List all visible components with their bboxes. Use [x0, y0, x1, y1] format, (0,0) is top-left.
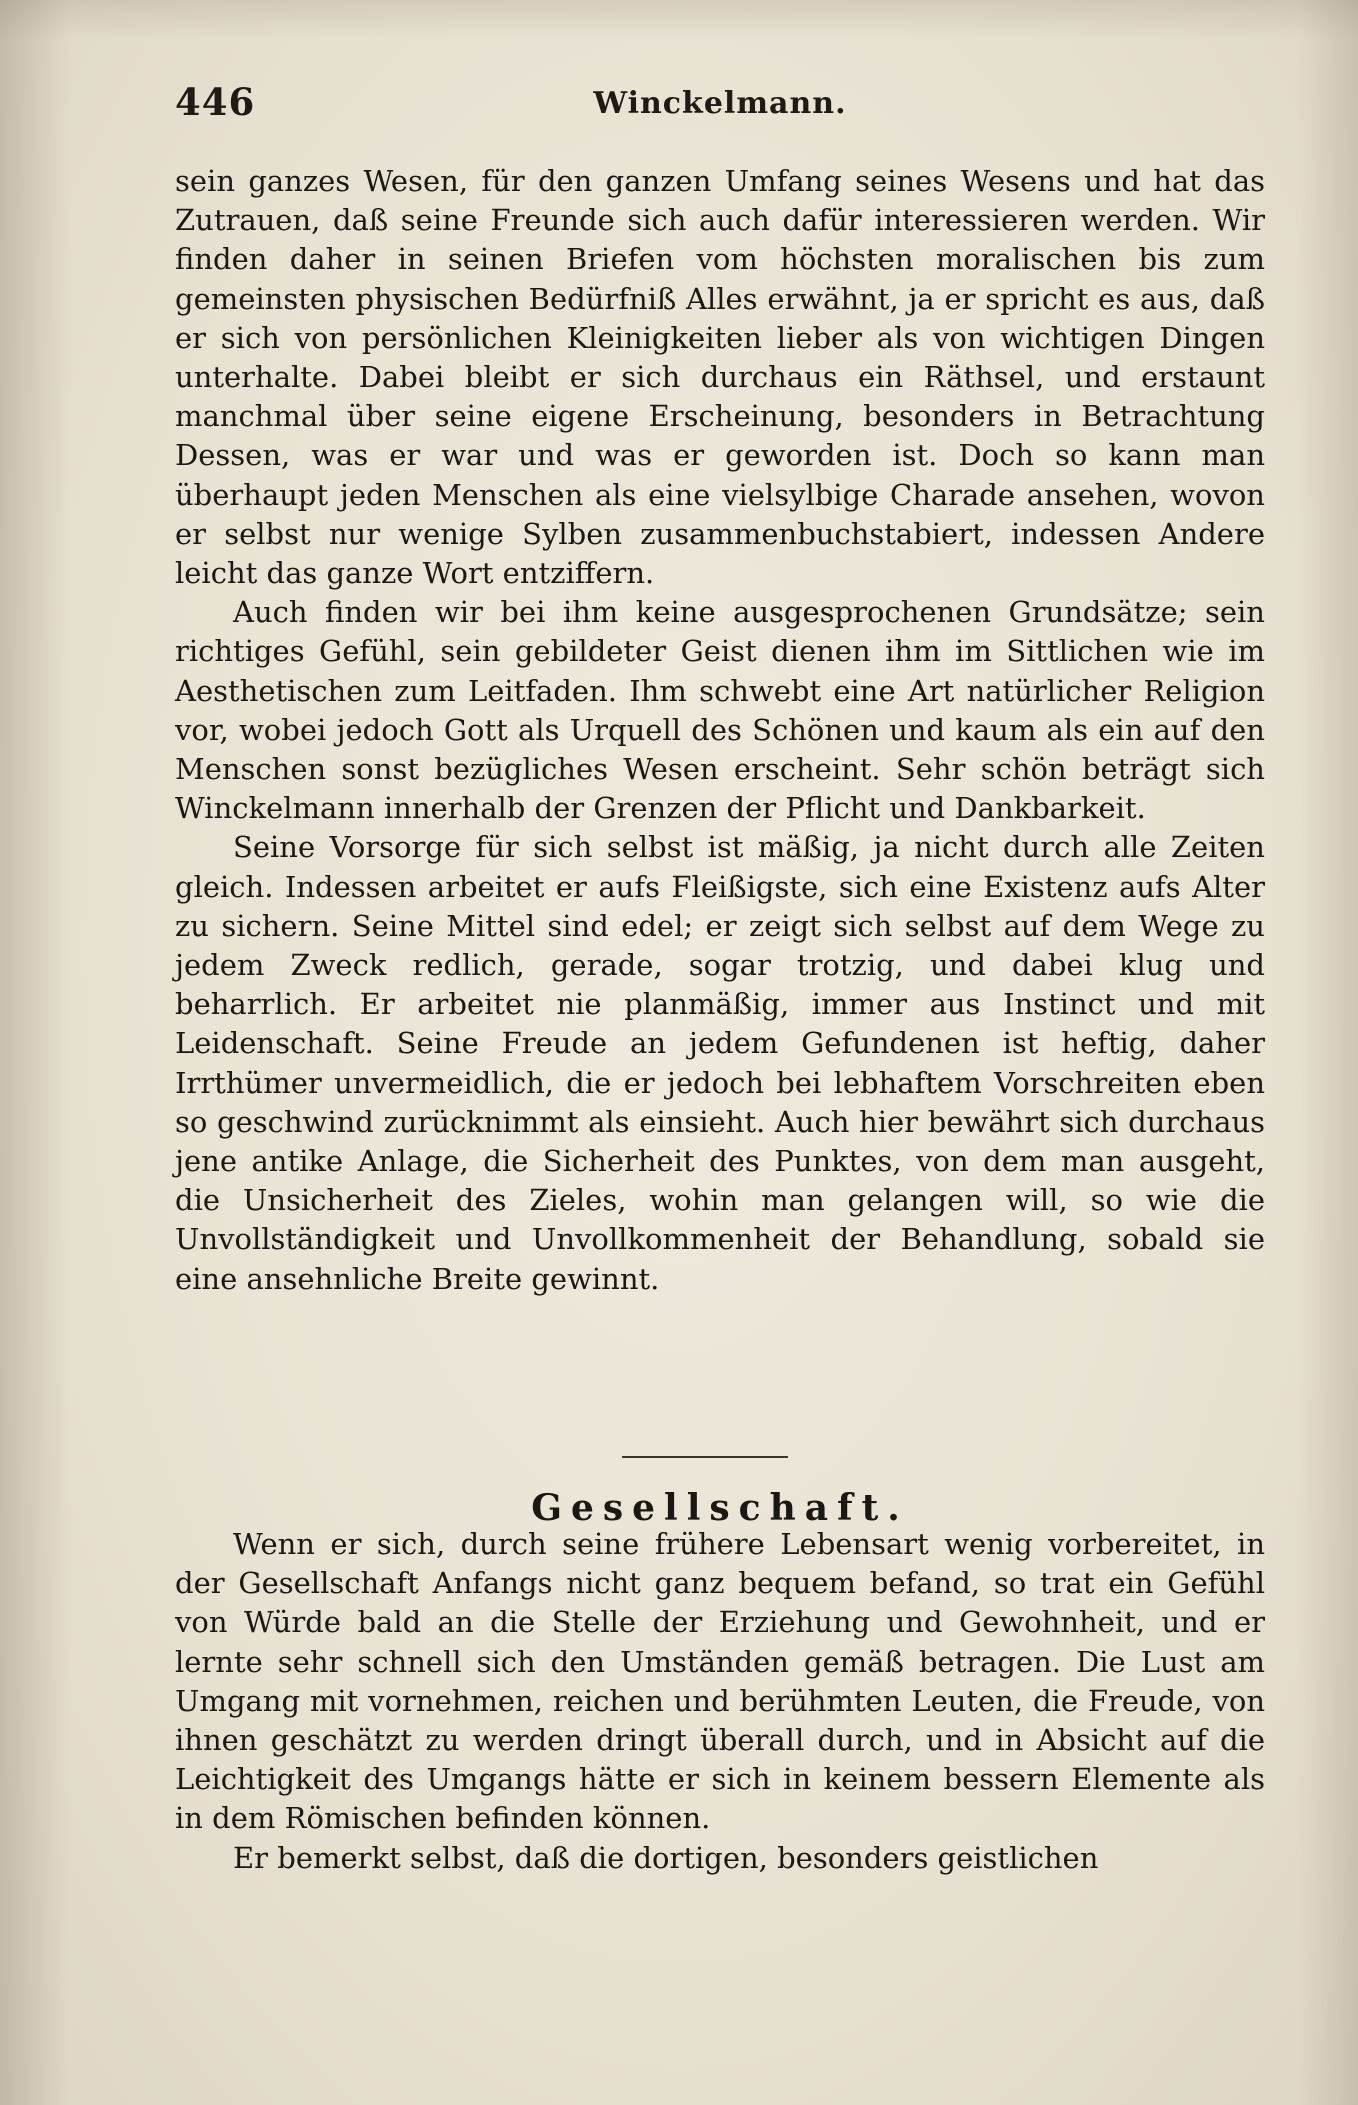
section-heading: Gesellschaft. [531, 1487, 909, 1529]
page-header [175, 80, 1265, 130]
paragraph: Er bemerkt selbst, daß die dortigen, besonders geistlichen [233, 1840, 1099, 1875]
section-text-block [175, 1525, 1265, 1878]
paragraph: sein ganzes Wesen, für den ganzen Umfang seines Wesens und hat das Zutrauen, daß seine Freunde sich auch dafür interessieren werden. Wir finden daher in seinen Briefen vom höchsten moralischen bis zum gemeinsten physischen Bedürfniß Alles erwähnt, ja er spricht es aus, daß er sich von persönlichen Kleinigkeiten lieber als von wichtigen Dingen unterhalte. Dabei bleibt er sich durchaus ein Räthsel, und erstaunt manchmal über seine eigene Erscheinung, besonders in Betrachtung Dessen, was er war und was er geworden ist. Doch so kann man überhaupt jeden Menschen als eine vielsylbige Charade ansehen, wovon er selbst nur wenige Sylben zusammenbuchstabiert, indessen Andere leicht das ganze Wort entziffern. [175, 164, 1265, 591]
page-shadow-top [0, 0, 1358, 40]
paragraph: Auch finden wir bei ihm keine ausgesprochenen Grundsätze; sein richtiges Gefühl, sein gebildeter Geist dienen ihm im Sittlichen wie im Aesthetischen zum Leitfaden. Ihm schwebt eine Art natürlicher Religion vor, wobei jedoch Gott als Urquell des Schönen und kaum als ein auf den Menschen sonst bezügliches Wesen erscheint. Sehr schön beträgt sich Winckelmann innerhalb der Grenzen der Pflicht und Dankbarkeit. [175, 595, 1265, 826]
paragraph: Seine Vorsorge für sich selbst ist mäßig, ja nicht durch alle Zeiten gleich. Indessen arbeitet er aufs Fleißigste, sich eine Existenz aufs Alter zu sichern. Seine Mittel sind edel; er zeigt sich selbst auf dem Wege zu jedem Zweck redlich, gerade, sogar trotzig, und dabei klug und beharrlich. Er arbeitet nie planmäßig, immer aus Instinct und mit Leidenschaft. Seine Freude an jedem Gefundenen ist heftig, daher Irrthümer unvermeidlich, die er jedoch bei lebhaftem Vorschreiten eben so geschwind zurücknimmt als einsieht. Auch hier bewährt sich durchaus jene antike Anlage, die Sicherheit des Punktes, von dem man ausgeht, die Unsicherheit des Zieles, wohin man gelangen will, so wie die Unvollständigkeit und Unvollkommenheit der Behandlung, sobald sie eine ansehnliche Breite gewinnt. [175, 830, 1265, 1296]
page-shadow-left [0, 0, 70, 2105]
main-text-block [175, 162, 1265, 1299]
section-divider [622, 1456, 788, 1458]
page-number: 446 [175, 80, 256, 124]
running-head: Winckelmann. [593, 86, 847, 121]
page-shadow-right [1298, 0, 1358, 2105]
paragraph: Wenn er sich, durch seine frühere Lebensart wenig vorbereitet, in der Gesellschaft Anfangs nicht ganz bequem befand, so trat ein Gefühl von Würde bald an die Stelle der Erziehung und Gewohnheit, und er lernte sehr schnell sich den Umständen gemäß betragen. Die Lust am Umgang mit vornehmen, reichen und berühmten Leuten, die Freude, von ihnen geschätzt zu werden dringt überall durch, und in Absicht auf die Leichtigkeit des Umgangs hätte er sich in keinem bessern Elemente als in dem Römischen befinden können. [175, 1527, 1265, 1836]
